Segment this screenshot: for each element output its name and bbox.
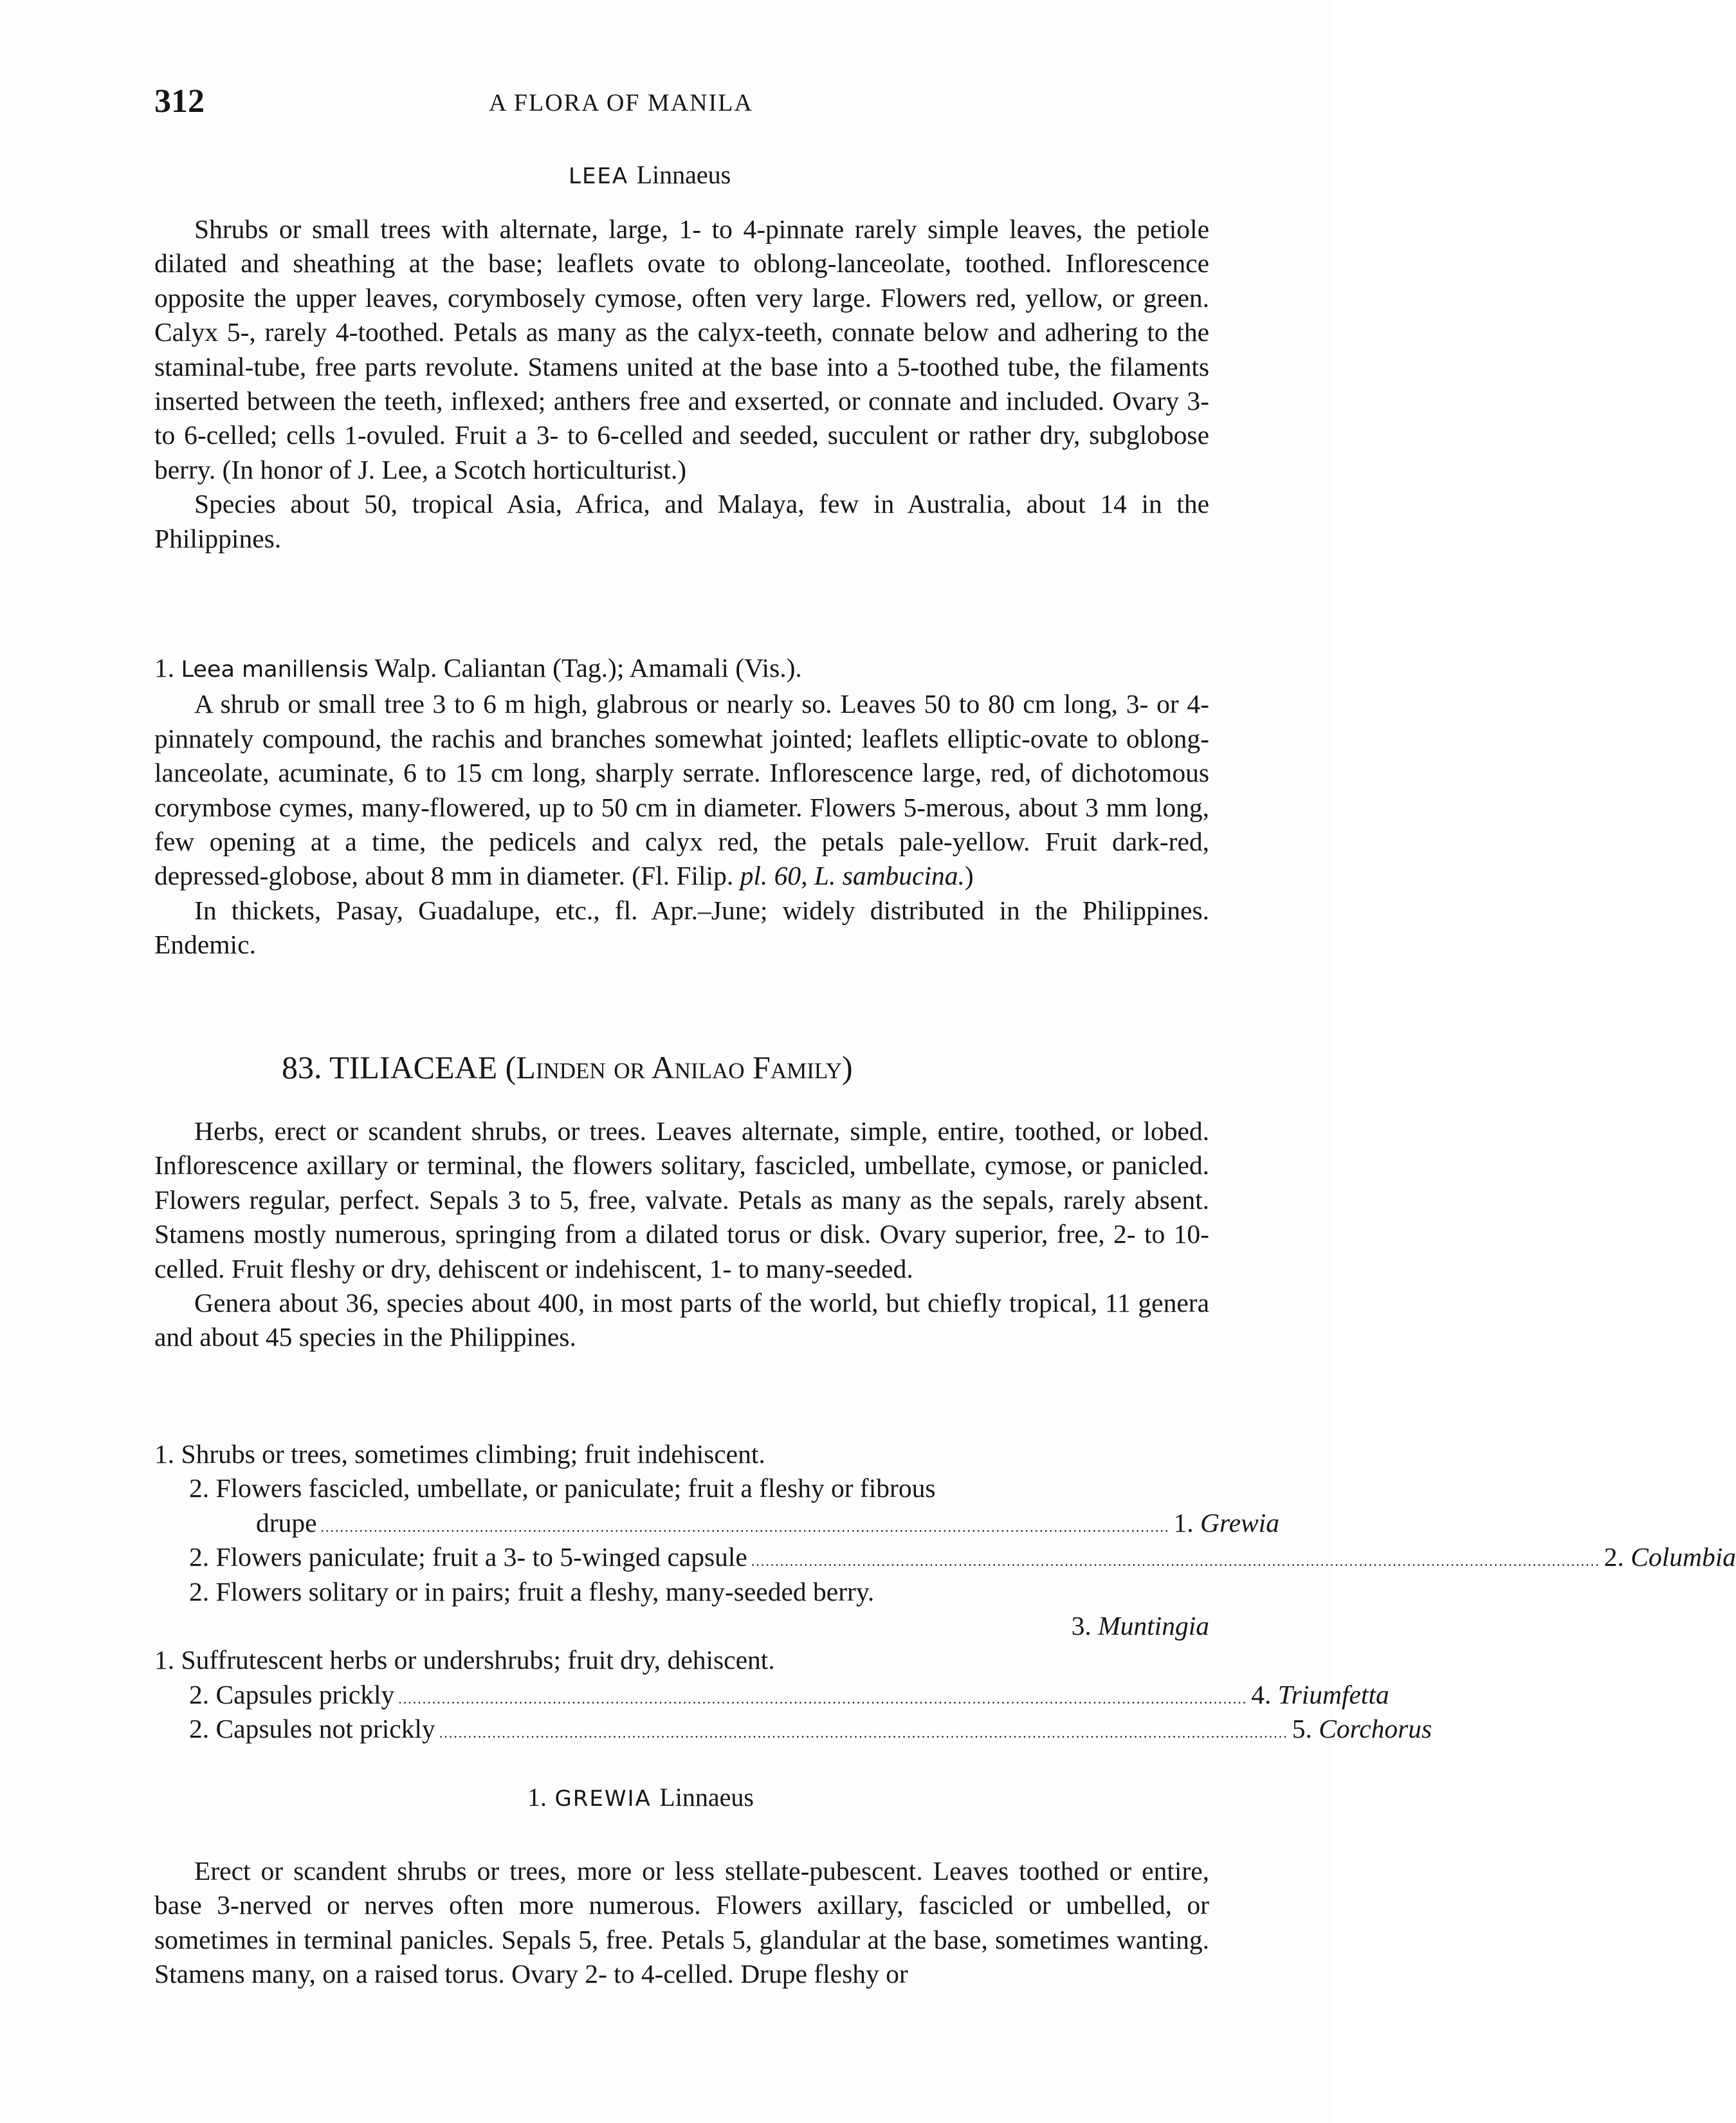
ref-plate: pl. 60, L. sambucina. [740,861,965,891]
genus-heading-grewia [527,1782,754,1812]
key-result [1251,1678,1389,1712]
key-result-genus: Grewia [1200,1507,1279,1538]
species-habitat: In thickets, Pasay, Guadalupe, etc., fl. Apr.–June; widely distributed in the Philippines. Endemic. [154,895,1209,960]
key-result-genus: Columbia [1631,1542,1736,1572]
key-result-number: 2. [1604,1542,1624,1572]
key-line-text: 2. Capsules prickly [189,1679,395,1709]
key-to-genera [154,1437,1736,1747]
key-result-line [154,1609,1209,1643]
running-title: A FLORA OF MANILA [489,89,753,116]
key-line-with-result [154,1678,1389,1712]
species-heading [154,651,1209,687]
key-line-with-result [154,1506,1279,1540]
key-result [1174,1506,1279,1540]
tiliaceae-desc-paragraph: Herbs, erect or scandent shrubs, or trees. Leaves alternate, simple, entire, toothed, or lobed. Inflorescence axillary or terminal, the flowers solitary, fascicled, umbellate, cymose, or panicled. Flowers regular, perfect. Sepals 3 to 5, free, valvate. Petals as many as the sepals, rarely absent. Stamens mostly numerous, springing from a dilated torus or disk. Ovary superior, free, 2- to 10-celled. Fruit fleshy or dry, dehiscent or indehiscent, 1- to many-seeded. [154,1116,1209,1283]
key-line-with-result [154,1540,1736,1574]
species-description-text: A shrub or small tree 3 to 6 m high, glabrous or nearly so. Leaves 50 to 80 cm long, 3- or 4-pinnately compound, the rachis and branches somewhat jointed; leaflets elliptic-ovate to oblong-lanceolate, acuminate, 6 to 15 cm long, sharply serrate. Inflorescence large, red, of dichotomous corymbose cymes, many-flowered, up to 50 cm in diameter. Flowers 5-merous, about 3 mm long, few opening at a time, the pedicels and calyx red, the petals pale-yellow. Fruit dark-red, depressed-globose, about 8 mm in diameter. [154,689,1209,891]
species-author-common-names: Walp. Caliantan (Tag.); Amamali (Vis.). [374,653,802,683]
genus-number: 1. [527,1783,547,1812]
page-number: 312 [154,83,205,120]
ref-close: ) [964,861,974,891]
ref-open: (Fl. Filip. [632,861,734,891]
key-result [1604,1540,1736,1574]
genus-name: LEEA [569,163,629,189]
dot-leader: ................................................................................................................................................................................ [398,1690,1248,1707]
key-result-number: 1. [1173,1507,1194,1538]
key-line: 2. Flowers fascicled, umbellate, or paniculate; fruit a fleshy or fibrous [189,1473,936,1503]
leea-desc-paragraph: Shrubs or small trees with alternate, large, 1- to 4-pinnate rarely simple leaves, the petiole dilated and sheathing at the base; leaflets ovate to oblong-lanceolate, toothed. Inflorescence opposite the upper leaves, corymbosely cymose, often very large. Flowers red, yellow, or green. Calyx 5-, rarely 4-toothed. Petals as many as the calyx-teeth, connate below and adhering to the staminal-tube, free parts revolute. Stamens united at the base into a 5-toothed tube, the filaments inserted between the teeth, inflexed; anthers free and exserted, or connate and included. Ovary 3- to 6-celled; cells 1-ovuled. Fruit a 3- to 6-celled and seeded, succulent or rather dry, subglobose berry. (In honor of J. Lee, a Scotch horticulturist.) [154,214,1209,484]
genus-author: Linnaeus [659,1783,754,1812]
key-line: 1. Shrubs or trees, sometimes climbing; fruit indehiscent. [154,1439,765,1469]
tiliaceae-genera-paragraph: Genera about 36, species about 400, in most parts of the world, but chiefly tropical, 11 genera and about 45 species in the Philippines. [154,1288,1209,1352]
key-result-genus: Corchorus [1319,1714,1432,1744]
key-line-text: drupe [256,1507,317,1538]
family-name: TILIACEAE [329,1049,498,1085]
family-common-name: (Linden or Anilao Family) [505,1049,853,1085]
key-line-text: 2. Flowers paniculate; fruit a 3- to 5-winged capsule [189,1542,747,1572]
species-description [154,687,1209,893]
dot-leader: ................................................................................................................................................................................ [439,1725,1288,1742]
key-line: 1. Suffrutescent herbs or undershrubs; fruit dry, dehiscent. [154,1645,775,1675]
leea-distribution-paragraph: Species about 50, tropical Asia, Africa, and Malaya, few in Australia, about 14 in the Philippines. [154,489,1209,553]
key-line: 2. Flowers solitary or in pairs; fruit a fleshy, many-seeded berry. [189,1576,875,1606]
key-result [1292,1712,1432,1746]
key-result-number: 4. [1251,1679,1272,1709]
genus-author: Linnaeus [636,160,731,189]
tiliaceae-description [154,1114,1209,1355]
dot-leader: ................................................................................................................................................................................ [320,1518,1170,1535]
species-name: Leea manillensis [181,657,369,683]
key-result-number: 5. [1292,1714,1312,1744]
grewia-description [154,1854,1209,1992]
dot-leader: ................................................................................................................................................................................ [751,1553,1600,1570]
key-result-number: 3. [1071,1610,1092,1640]
key-line-with-result [154,1712,1432,1746]
key-line-text: 2. Capsules not prickly [189,1714,435,1744]
family-number: 83. [282,1049,322,1085]
grewia-desc-paragraph: Erect or scandent shrubs or trees, more or less stellate-pubescent. Leaves toothed or entire, base 3-nerved or nerves often more numerous. Flowers axillary, fascicled or umbelled, or sometimes in terminal panicles. Sepals 5, free. Petals 5, glandular at the base, sometimes wanting. Stamens many, on a raised torus. Ovary 2- to 4-celled. Drupe fleshy or [154,1856,1209,1989]
key-result-genus: Muntingia [1098,1610,1209,1640]
species-leea-manillensis [154,651,1209,962]
species-number: 1. [154,653,175,683]
genus-name: GREWIA [554,1786,652,1812]
family-heading-tiliaceae [282,1049,853,1086]
leea-description [154,212,1209,556]
genus-heading-leea [569,160,731,190]
key-result-genus: Triumfetta [1277,1679,1389,1709]
